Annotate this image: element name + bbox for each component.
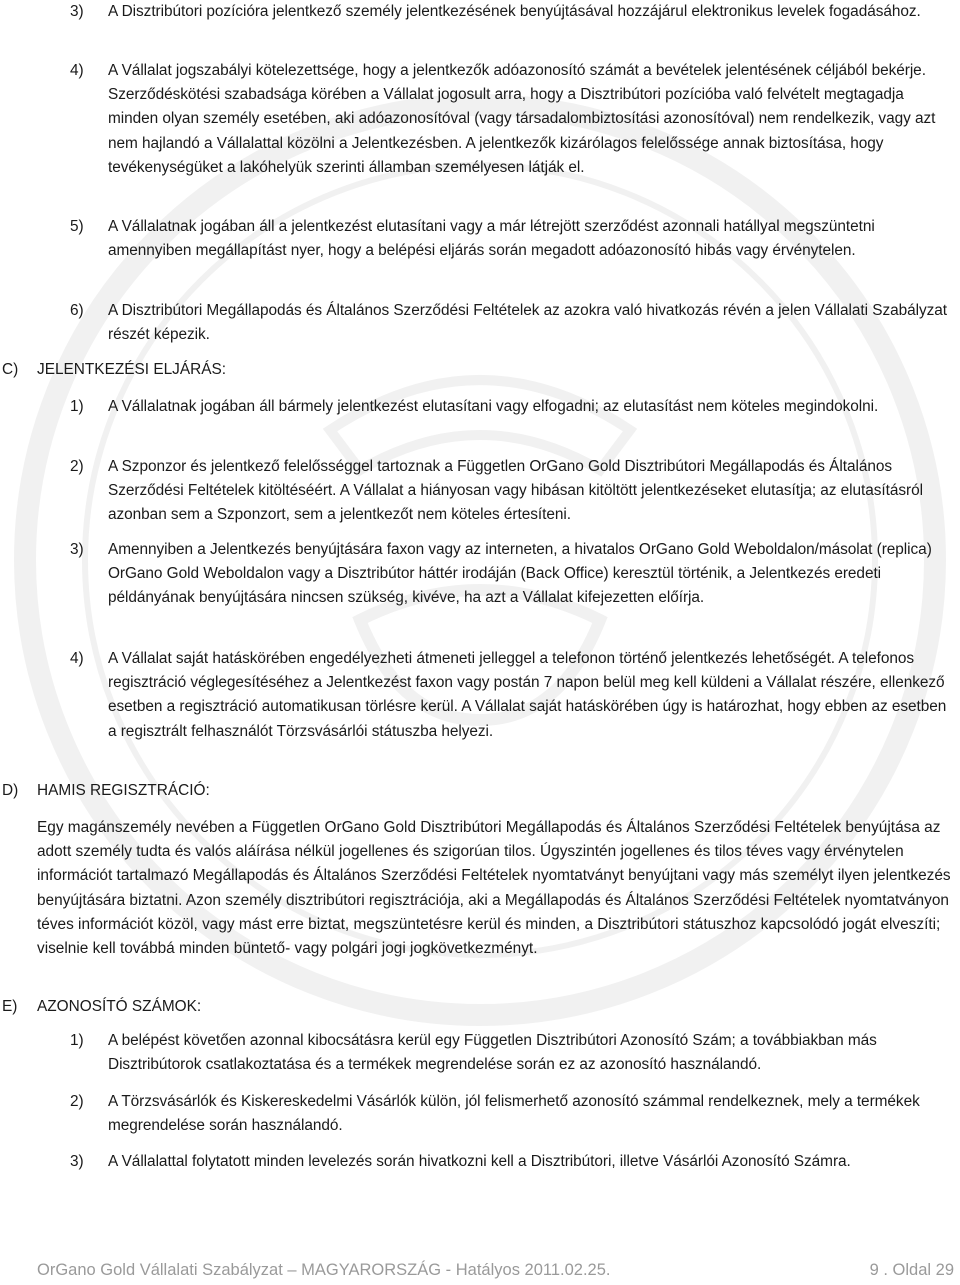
list-item-e2 [70,1090,954,1138]
item-number: 4) [70,650,84,667]
item-number: 3) [70,1153,84,1170]
footer-title: OrGano Gold Vállalati Szabályzat – MAGYARORSZÁG - Hatályos 2011.02.25. [37,1261,611,1279]
section-title: HAMIS REGISZTRÁCIÓ: [37,782,210,799]
item-text: Amennyiben a Jelentkezés benyújtására faxon vagy az interneten, a hivatalos OrGano Gold Weboldalon/másolat (replica) OrGano Gold Weboldalon vagy a Disztribútor háttér irodáján (Back Office) keresztül történik, a Jelentkezés eredeti példányának benyújtására nincsen szükség, kivéve, ha azt a Vállalat kifejezetten előírja. [108,541,932,607]
item-text: A Disztribútori Megállapodás és Általános Szerződési Feltételek az azokra való hivatkozás révén a jelen Vállalati Szabályzat részét képezik. [108,302,948,344]
list-item-b5 [70,215,954,263]
item-number: 4) [70,62,84,79]
list-item-c4 [70,647,954,744]
item-number: 2) [70,458,84,475]
list-item-e1 [70,1029,954,1077]
item-text: A Disztribútori pozícióra jelentkező személy jelentkezésének benyújtásával hozzájárul elektronikus levelek fogadásához. [108,3,921,20]
item-text: A Szponzor és jelentkező felelősséggel tartoznak a Független OrGano Gold Disztribútori Megállapodás és Általános Szerződési Feltételek kitöltéséért. A Vállalat a hiányosan vagy hibásan kitöltött jelentkezéseket elutasítja; az elutasításról azonban sem a Szponzort, sem a jelentkezőt nem köteles értesíteni. [108,458,923,524]
list-item-b6 [70,299,954,347]
list-item-b4 [70,59,954,180]
item-text: A Vállalatnak jogában áll a jelentkezést elutasítani vagy a már létrejött szerződést azonnali hatállyal megszüntetni amennyiben megállapítást nyer, hogy a belépési eljárás során megadott adóazonosító hibás vagy érvénytelen. [108,218,875,260]
section-title: JELENTKEZÉSI ELJÁRÁS: [37,361,227,378]
item-number: 1) [70,398,84,415]
section-letter: D) [2,782,19,799]
item-text: A Vállalattal folytatott minden levelezés során hivatkozni kell a Disztribútori, illetve Vásárlói Azonosító Számra. [108,1153,851,1170]
section-d-paragraph: Egy magánszemély nevében a Független OrGano Gold Disztribútori Megállapodás és Általános Szerződési Feltételek benyújtása az adott személy tudta és valós aláírása nélkül jogellenes és szigorúan tilos. Úgyszintén jogellenes és tilos téves vagy érvénytelen információt tartalmazó Megállapodás és Általános Szerződési Feltételek nyomtatványt benyújtani vagy más személyt ilyen jelentkezés benyújtására biztatni. Azon személy disztribútori regisztrációja, aki a Megállapodás és Általános Szerződési Feltételek nyomtatványon téves információt közöl, vagy mást erre biztat, megszüntetésre kerül és minden, a Disztribútori státuszhoz kapcsolódó jogát elveszíti; viselnie kell továbbá minden büntető- vagy polgári jogi jogkövetkezményt. [37,819,951,958]
section-letter: E) [2,998,18,1015]
item-number: 6) [70,302,84,319]
list-item-e3 [70,1150,954,1174]
item-number: 2) [70,1093,84,1110]
list-item-b3 [70,0,954,24]
item-number: 5) [70,218,84,235]
list-item-c1 [70,395,954,419]
item-number: 1) [70,1032,84,1049]
page-number: 9 . Oldal 29 [869,1261,954,1279]
item-number: 3) [70,541,84,558]
item-text: A Vállalat saját hatáskörében engedélyezheti átmeneti jelleggel a telefonon történő jelentkezés lehetőségét. A telefonos regisztráció véglegesítéséhez a Jelentkezést faxon vagy postán 7 napon belül meg kell küldeni a Vállalat részére, ellenkező esetben a regisztráció automatikusan törlésre kerül. A Vállalat saját hatáskörében úgy is határozhat, hogy ebben az esetben a regisztrált felhasználót Törzsvásárlói státuszba helyezi. [108,650,947,740]
list-item-c2 [70,455,954,528]
item-text: A belépést követően azonnal kibocsátásra kerül egy Független Disztribútori Azonosító Szám; a továbbiakban más Disztribútorok csatlakoztatása és a termékek megrendelése során ez az azonosító használandó. [108,1032,877,1074]
item-text: A Törzsvásárlók és Kiskereskedelmi Vásárlók külön, jól felismerhető azonosító számmal rendelkeznek, mely a termékek megrendelése során használandó. [108,1093,920,1135]
item-text: A Vállalat jogszabályi kötelezettsége, hogy a jelentkezők adóazonosító számát a bevételek jelentésének céljából bekérje. Szerződéskötési szabadsága körében a Vállalat jogosult arra, hogy a Disztribútori pozícióba való felvételt megtagadja minden olyan személy esetében, aki adóazonosítóval (vagy társadalombiztosítási azonosítóval) nem rendelkezik, vagy azt nem hajlandó a Vállalattal közölni a Jelentkezésben. A jelentkezők kizárólagos felelőssége annak biztosítása, hogy tevékenységüket a lakóhelyük szerinti államban személyesen látják el. [108,62,936,176]
item-number: 3) [70,3,84,20]
section-title: AZONOSÍTÓ SZÁMOK: [37,998,202,1015]
list-item-c3 [70,538,954,611]
item-text: A Vállalatnak jogában áll bármely jelentkezést elutasítani vagy elfogadni; az elutasítást nem köteles megindokolni. [108,398,879,415]
section-letter: C) [2,361,19,378]
